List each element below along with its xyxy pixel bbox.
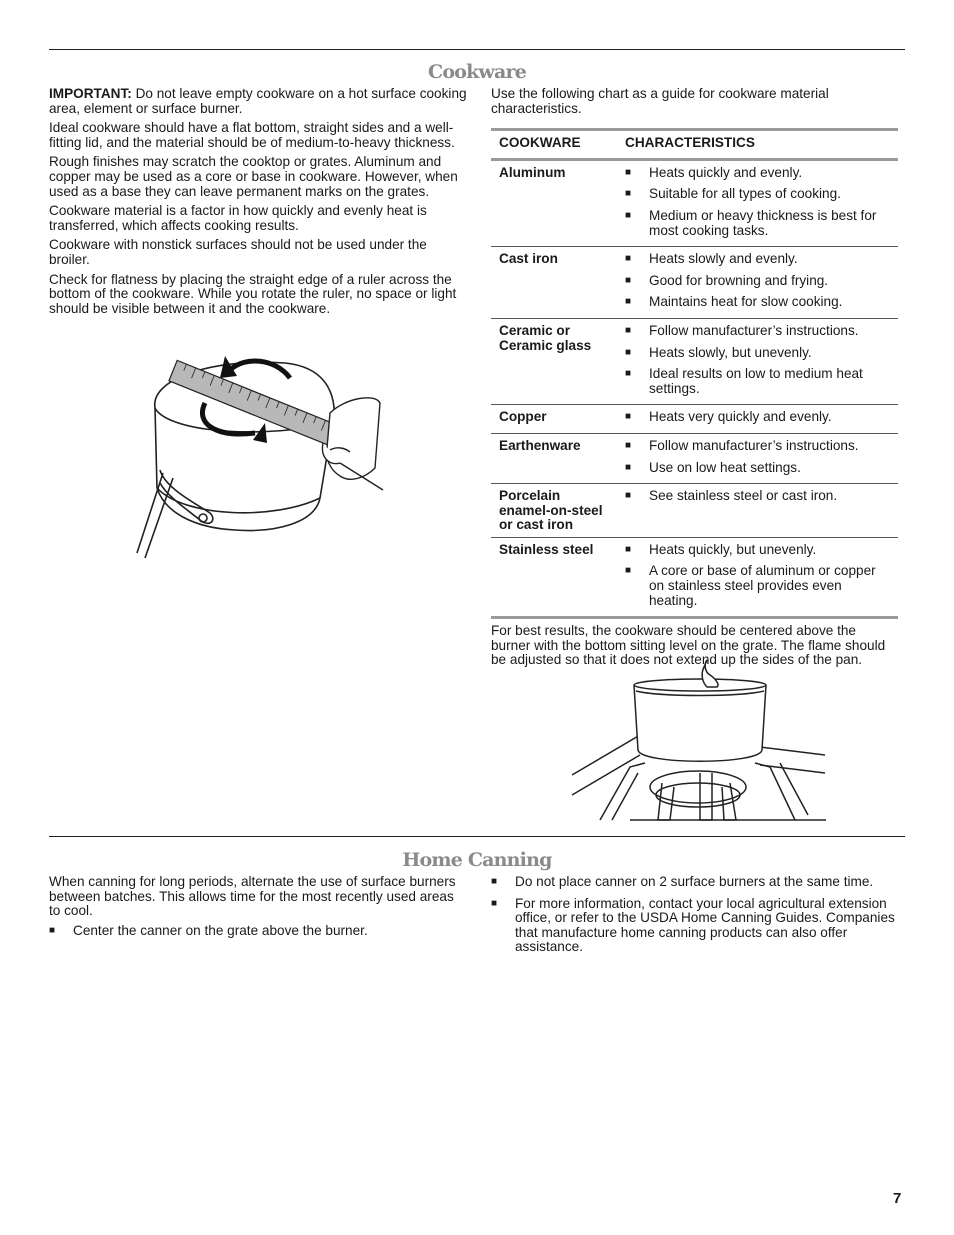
paragraph: Ideal cookware should have a flat bottom, straight sides and a well-fitting lid, and the material should be of medium-to-heavy thickness. xyxy=(49,120,455,150)
bullet-text: Heats slowly, but unevenly. xyxy=(649,344,812,360)
chart-intro: Use the following chart as a guide for cookware material characteristics. xyxy=(491,86,829,116)
bullet-text: A core or base of aluminum or copper on stainless steel provides even heating. xyxy=(649,563,876,608)
bullet-item xyxy=(625,439,890,454)
characteristics-cell xyxy=(617,484,898,538)
bullet-item xyxy=(625,461,890,476)
bullet-square-icon: ■ xyxy=(625,490,632,502)
bullet-square-icon: ■ xyxy=(49,924,56,936)
characteristics-cell xyxy=(617,247,898,319)
bullet-text: Follow manufacturer’s instructions. xyxy=(649,322,859,338)
bullet-square-icon: ■ xyxy=(625,439,632,451)
table-row xyxy=(491,159,898,246)
home-canning-right-column xyxy=(491,875,905,962)
important-label: IMPORTANT: xyxy=(49,86,132,101)
paragraph: Check for flatness by placing the straight edge of a ruler across the bottom of the cookware. While you rotate the ruler, no space or light should be visible between it and the cookware. xyxy=(49,271,457,316)
bullet-item xyxy=(625,252,890,267)
bullet-text: See stainless steel or cast iron. xyxy=(649,488,838,504)
table-row xyxy=(491,318,898,404)
table-row xyxy=(491,537,898,617)
home-canning-right-list xyxy=(491,875,905,955)
bullet-square-icon: ■ xyxy=(625,461,632,473)
bullet-text: Medium or heavy thickness is best for most cooking tasks. xyxy=(649,207,877,238)
bullet-item xyxy=(625,410,890,425)
cookware-characteristics-table xyxy=(491,128,898,619)
characteristics-cell xyxy=(617,159,898,246)
column-header-cookware: COOKWARE xyxy=(491,130,617,160)
characteristics-cell xyxy=(617,433,898,483)
bullet-item xyxy=(491,875,905,890)
table-row xyxy=(491,433,898,483)
table-row xyxy=(491,405,898,434)
bullet-text: Heats quickly, but unevenly. xyxy=(649,541,817,557)
cookware-material: Ceramic or Ceramic glass xyxy=(491,318,617,404)
pot-on-burner-illustration xyxy=(570,655,828,827)
home-canning-intro: When canning for long periods, alternate the use of surface burners between batches. This allows time for the most recently used areas to cool. xyxy=(49,874,456,919)
bullet-square-icon: ■ xyxy=(625,346,632,358)
cookware-left-column xyxy=(49,87,467,321)
bullet-text: Follow manufacturer’s instructions. xyxy=(649,437,859,453)
paragraph: Rough finishes may scratch the cooktop or grates. Aluminum and copper may be used as a core or base in cookware. However, when used as a base they can leave permanent marks on the grates. xyxy=(49,154,458,199)
bullet-item xyxy=(625,346,890,361)
column-header-characteristics: CHARACTERISTICS xyxy=(617,130,898,160)
cookware-material: Earthenware xyxy=(491,433,617,483)
bullet-square-icon: ■ xyxy=(625,188,632,200)
important-note xyxy=(49,87,467,116)
bullet-square-icon: ■ xyxy=(491,897,498,909)
home-canning-section-title: Home Canning xyxy=(402,849,552,871)
bullet-item xyxy=(625,187,890,202)
cookware-section-title: Cookware xyxy=(428,61,526,83)
cookware-material: Cast iron xyxy=(491,247,617,319)
bullet-text: Ideal results on low to medium heat settings. xyxy=(649,366,863,396)
bullet-square-icon: ■ xyxy=(625,166,632,178)
bullet-item xyxy=(491,897,905,955)
bullet-text: Suitable for all types of cooking. xyxy=(649,186,841,202)
bullet-text: Heats quickly and evenly. xyxy=(649,164,803,180)
bullet-item xyxy=(625,564,890,608)
bullet-square-icon: ■ xyxy=(625,253,632,265)
bullet-item xyxy=(625,489,890,504)
home-canning-left-list xyxy=(49,924,467,939)
table-row xyxy=(491,484,898,538)
bullet-item xyxy=(625,324,890,339)
important-text: Do not leave empty cookware on a hot surface cooking area, element or surface burner. xyxy=(49,86,467,116)
section-divider-rule xyxy=(49,836,905,837)
bullet-square-icon: ■ xyxy=(625,565,632,577)
bullet-square-icon: ■ xyxy=(625,274,632,286)
table-row xyxy=(491,247,898,319)
bullet-square-icon: ■ xyxy=(625,209,632,221)
bullet-item xyxy=(625,543,890,558)
cookware-material: Copper xyxy=(491,405,617,434)
best-results-paragraph: For best results, the cookware should be centered above the burner with the bottom sitting level on the grate. The flame should be adjusted so that it does not extend up the sides of the pan. xyxy=(491,623,886,668)
bullet-square-icon: ■ xyxy=(625,543,632,555)
cookware-material: Aluminum xyxy=(491,159,617,246)
bullet-square-icon: ■ xyxy=(491,876,498,887)
bullet-text: Use on low heat settings. xyxy=(649,459,801,475)
bullet-text: Good for browning and frying. xyxy=(649,272,829,288)
bullet-text: For more information, contact your local agricultural extension office, or refer to the USDA Home Canning Guides. Companies that manufacture home canning products can also offer assistance. xyxy=(515,895,895,955)
bullet-text: Heats slowly and evenly. xyxy=(649,251,798,267)
bullet-item xyxy=(625,274,890,289)
bullet-text: Maintains heat for slow cooking. xyxy=(649,294,843,310)
bullet-text: Heats very quickly and evenly. xyxy=(649,409,832,425)
paragraph: Cookware material is a factor in how quickly and evenly heat is transferred, which affects cooking results. xyxy=(49,203,427,233)
bullet-text: Center the canner on the grate above the burner. xyxy=(73,922,368,938)
home-canning-left-column xyxy=(49,875,467,945)
bullet-item xyxy=(625,295,890,310)
bullet-square-icon: ■ xyxy=(625,411,632,423)
paragraph: Cookware with nonstick surfaces should not be used under the broiler. xyxy=(49,237,427,267)
bullet-item xyxy=(625,367,890,396)
bullet-square-icon: ■ xyxy=(625,324,632,336)
bullet-text: Do not place canner on 2 surface burners at the same time. xyxy=(515,874,874,889)
characteristics-cell xyxy=(617,537,898,617)
table-header-row xyxy=(491,130,898,160)
cookware-material: Porcelain enamel-on-steel or cast iron xyxy=(491,484,617,538)
bullet-item xyxy=(49,924,467,939)
characteristics-cell xyxy=(617,405,898,434)
ruler-flatness-illustration xyxy=(125,348,390,563)
cookware-right-column xyxy=(491,87,899,673)
bullet-item xyxy=(625,166,890,181)
page-number: 7 xyxy=(893,1190,902,1207)
cookware-material: Stainless steel xyxy=(491,537,617,617)
bullet-item xyxy=(625,209,890,238)
bullet-square-icon: ■ xyxy=(625,296,632,308)
characteristics-cell xyxy=(617,318,898,404)
bullet-square-icon: ■ xyxy=(625,368,632,380)
top-rule xyxy=(49,49,905,50)
